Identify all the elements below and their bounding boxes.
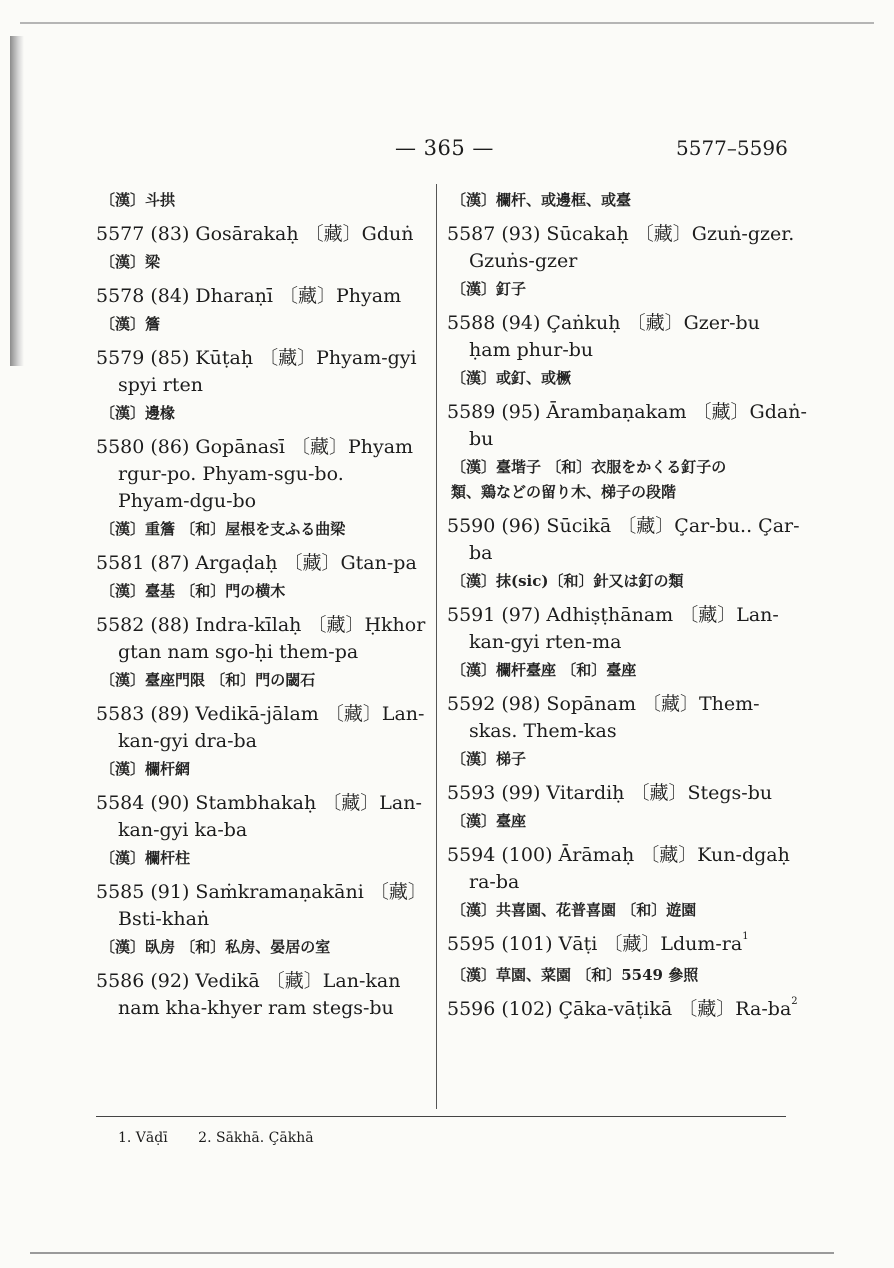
dictionary-entry	[447, 691, 782, 770]
entry-continuation: ba	[469, 542, 493, 564]
entry-gloss: 〔漢〕臥房 〔和〕私房、晏居の室	[100, 938, 331, 956]
entry-headword-line: 5577 (83) Gosārakaḥ 〔藏〕Gduṅ	[96, 223, 414, 245]
entry-gloss: 〔漢〕共喜園、花普喜園 〔和〕遊園	[451, 901, 697, 919]
page-header	[0, 136, 894, 166]
entry-headword-line: 5585 (91) Saṁkramaṇakāni 〔藏〕	[96, 881, 427, 903]
footnote-marker: 1	[742, 931, 749, 942]
entry-continuation: bu	[469, 428, 494, 450]
scan-shadow-left	[10, 36, 24, 366]
entry-continuation: kan-gyi rten-ma	[469, 631, 622, 653]
footnote-rule	[96, 1116, 786, 1117]
entry-gloss: 〔漢〕欄杆網	[100, 760, 191, 778]
entry-gloss: 〔漢〕梁	[100, 253, 161, 271]
entry-headword-line: 5588 (94) Çaṅkuḥ 〔藏〕Gzer-bu	[447, 312, 760, 334]
dictionary-entry	[96, 283, 426, 335]
entry-continuation: kan-gyi dra-ba	[118, 730, 257, 752]
entry-gloss-continued: 類、鶏などの留り木、梯子の段階	[451, 483, 677, 501]
entry-gloss: 〔漢〕抹(sic)〔和〕針又は釘の類	[451, 572, 684, 590]
entry-headword-line: 5587 (93) Sūcakaḥ 〔藏〕Gzuṅ-gzer.	[447, 223, 795, 245]
entry-headword-line: 5591 (97) Adhiṣṭhānam 〔藏〕Lan-	[447, 604, 779, 626]
dictionary-entry	[96, 968, 426, 1022]
entry-continuation: kan-gyi ka-ba	[118, 819, 248, 841]
entry-gloss: 〔漢〕簷	[100, 315, 161, 333]
dictionary-entry	[447, 842, 790, 921]
footnote-1: 1. Vāḍī	[118, 1130, 168, 1146]
entry-headword-line: 5594 (100) Ārāmaḥ 〔藏〕Kun-dgaḥ	[447, 844, 790, 866]
entry-headword-line: 5583 (89) Vedikā-jālam 〔藏〕Lan-	[96, 703, 425, 725]
dictionary-entry	[96, 612, 426, 691]
entry-gloss: 〔漢〕草園、菜園 〔和〕5549 參照	[451, 966, 699, 984]
dictionary-entry	[447, 399, 807, 503]
entry-gloss: 〔漢〕臺堦子 〔和〕衣服をかくる釘子の	[451, 458, 727, 476]
entry-gloss: 〔漢〕臺基 〔和〕門の横木	[100, 582, 286, 600]
entry-gloss: 〔漢〕梯子	[451, 750, 527, 768]
page-number: — 365 —	[395, 136, 494, 160]
entry-headword-line: 5581 (87) Argaḍaḥ 〔藏〕Gtan-pa	[96, 552, 417, 574]
entry-continuation: rgur-po. Phyam-sgu-bo.	[118, 463, 344, 485]
dictionary-entry	[96, 701, 426, 780]
entry-continuation: spyi rten	[118, 374, 203, 396]
entry-headword-line: 5593 (99) Vitardiḥ 〔藏〕Stegs-bu	[447, 782, 773, 804]
dictionary-entry	[447, 780, 782, 832]
entry-headword-line: 5584 (90) Stambhakaḥ 〔藏〕Lan-	[96, 792, 422, 814]
entry-gloss: 〔漢〕臺座	[451, 812, 527, 830]
right-column	[447, 186, 807, 1036]
chinese-gloss: 〔漢〕欄杆、或邊框、或臺	[451, 191, 632, 209]
entry-continuation: ḥam phur-bu	[469, 339, 594, 361]
footnote-2: 2. Sākhā. Çākhā	[198, 1130, 314, 1146]
entry-continuation: Bsti-khaṅ	[118, 908, 210, 930]
dictionary-entry	[447, 221, 795, 300]
chinese-gloss: 〔漢〕斗拱	[100, 191, 176, 209]
dictionary-entry	[96, 550, 426, 602]
dictionary-entry	[96, 434, 426, 540]
entry-range: 5577–5596	[676, 136, 788, 160]
scan-edge-bottom	[30, 1252, 834, 1254]
entry-gloss: 〔漢〕邊椽	[100, 404, 176, 422]
entry-headword-line: 5580 (86) Gopānasī 〔藏〕Phyam	[96, 436, 414, 458]
entry-headword-line: 5582 (88) Indra-kīlaḥ 〔藏〕Ḥkhor	[96, 614, 426, 636]
entry-headword-line: 5579 (85) Kūṭaḥ 〔藏〕Phyam-gyi	[96, 347, 417, 369]
entry-gloss: 〔漢〕釘子	[451, 280, 527, 298]
entry-continuation: nam kha-khyer ram stegs-bu	[118, 997, 394, 1019]
entry-continuation: Phyam-dgu-bo	[118, 490, 257, 512]
entry-headword-line: 5589 (95) Ārambaṇakam 〔藏〕Gdaṅ-	[447, 401, 807, 423]
dictionary-entry	[96, 879, 426, 958]
dictionary-entry	[447, 513, 800, 592]
entry-headword-line: 5592 (98) Sopānam 〔藏〕Them-	[447, 693, 760, 715]
entry-continuation: Gzuṅs-gzer	[469, 250, 578, 272]
column-divider	[436, 184, 437, 1109]
entry-headword-line: 5596 (102) Çāka-vāṭikā 〔藏〕$Ra-ba^2$	[447, 996, 798, 1020]
entry-gloss: 〔漢〕重簷 〔和〕屋根を支ふる曲梁	[100, 520, 346, 538]
dictionary-entry	[96, 345, 426, 424]
left-column	[96, 186, 426, 1032]
dictionary-entry	[447, 602, 782, 681]
footnotes	[118, 1130, 314, 1146]
entry-headword-line: 5578 (84) Dharaṇī 〔藏〕Phyam	[96, 285, 402, 307]
entry-gloss: 〔漢〕欄杆臺座 〔和〕臺座	[451, 661, 637, 679]
dictionary-entry	[96, 790, 426, 869]
footnote-marker: 2	[791, 996, 798, 1007]
dictionary-entry	[96, 221, 426, 273]
entry-gloss: 〔漢〕臺座門限 〔和〕門の閾石	[100, 671, 316, 689]
dictionary-entry	[447, 931, 782, 986]
dictionary-entry	[447, 310, 782, 389]
entry-headword-line: 5590 (96) Sūcikā 〔藏〕Çar-bu.. Çar-	[447, 515, 800, 537]
entry-continuation: gtan nam sgo-ḥi them-pa	[118, 641, 359, 663]
entry-continuation: ra-ba	[469, 871, 520, 893]
entry-headword-line: 5595 (101) Vāṭi 〔藏〕Ldum-$ra^1$	[447, 931, 749, 955]
scan-edge-top	[20, 22, 874, 24]
dictionary-entry	[447, 996, 798, 1026]
entry-continuation: skas. Them-kas	[469, 720, 617, 742]
entry-gloss: 〔漢〕或釘、或橛	[451, 369, 572, 387]
entry-headword-line: 5586 (92) Vedikā 〔藏〕Lan-kan	[96, 970, 401, 992]
entry-gloss: 〔漢〕欄杆柱	[100, 849, 191, 867]
